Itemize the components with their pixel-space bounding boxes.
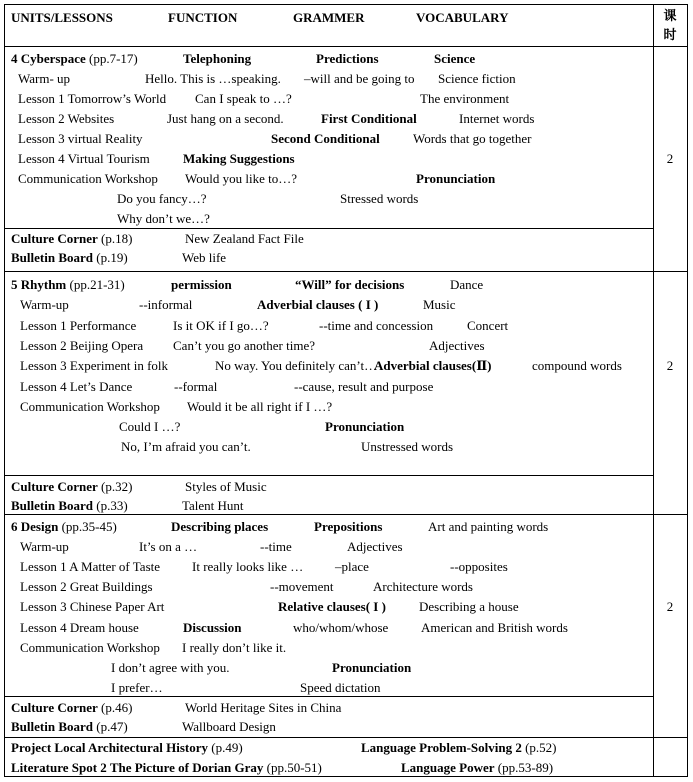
function-text: It really looks like … — [192, 559, 304, 574]
vocab-text: Adjectives — [429, 338, 485, 353]
vocab-text: Science fiction — [438, 71, 516, 86]
row-divider-unit6-culture — [4, 696, 654, 697]
culture-corner-label: Culture Corner — [11, 231, 98, 246]
header-grammer: GRAMMER — [293, 10, 365, 25]
function-text: I don’t agree with you. — [111, 660, 230, 675]
bulletin-board — [11, 250, 128, 265]
table-border-left — [4, 4, 5, 777]
table-border-bottom — [4, 776, 688, 777]
function-text: Why don’t we…? — [117, 211, 210, 226]
function-text: Would you like to…? — [185, 171, 297, 186]
unit-title-line — [11, 51, 138, 66]
vocab-heading: Art and painting words — [428, 519, 549, 534]
function-text: Can’t you go another time? — [173, 338, 316, 353]
culture-corner — [11, 231, 132, 246]
vocab-text: Adjectives — [347, 539, 403, 554]
function-heading: Making Suggestions — [183, 151, 295, 166]
vocab-text: American and British words — [421, 620, 568, 635]
language-power-label: Language Power — [401, 760, 495, 775]
pronunciation-heading: Pronunciation — [416, 171, 496, 186]
function-text: I really don’t like it. — [182, 640, 287, 655]
function-text: Can I speak to …? — [195, 91, 292, 106]
function-text: No way. You definitely can’t… — [215, 358, 378, 373]
vocab-text: Words that go together — [413, 131, 532, 146]
grammar-heading: Relative clauses( I ) — [278, 599, 386, 614]
row-divider-unit4-culture — [4, 228, 654, 229]
bulletin-board-text: Talent Hunt — [182, 498, 244, 513]
culture-corner-text: World Heritage Sites in China — [185, 700, 342, 715]
table-border-top — [4, 4, 688, 5]
language-power-pages: (pp.53-89) — [494, 760, 554, 775]
lesson-label: Communication Workshop — [20, 399, 160, 414]
culture-corner — [11, 700, 132, 715]
grammar-text: --cause, result and purpose — [294, 379, 434, 394]
grammar-heading: Adverbial clauses(Ⅱ) — [374, 358, 492, 373]
lesson-label: Lesson 3 virtual Reality — [18, 131, 143, 146]
hours-value: 2 — [666, 358, 674, 373]
function-heading: Telephoning — [183, 51, 252, 66]
vocab-text: The environment — [420, 91, 510, 106]
bulletin-board-text: Wallboard Design — [182, 719, 276, 734]
pronunciation-text: Speed dictation — [300, 680, 381, 695]
unit-title: 6 Design — [11, 519, 59, 534]
function-text: Do you fancy…? — [117, 191, 207, 206]
unit-pages: (pp.35-45) — [58, 519, 117, 534]
culture-corner — [11, 479, 132, 494]
grammar-heading: Adverbial clauses ( I ) — [257, 297, 379, 312]
bulletin-board — [11, 498, 128, 513]
language-problem-solving-label: Language Problem-Solving 2 — [361, 740, 522, 755]
language-power-entry — [401, 760, 553, 775]
lesson-label: Lesson 4 Virtual Tourism — [18, 151, 150, 166]
pronunciation-text: Unstressed words — [361, 439, 454, 454]
vocab-text: Internet words — [459, 111, 535, 126]
function-heading: permission — [171, 277, 232, 292]
unit-title-line — [11, 519, 117, 534]
literature-spot-label: Literature Spot 2 The Picture of Dorian Gray — [11, 760, 264, 775]
lesson-label: Lesson 2 Beijing Opera — [20, 338, 144, 353]
vocab-heading: Science — [434, 51, 476, 66]
project-label: Project Local Architectural History — [11, 740, 208, 755]
vocab-text: compound words — [532, 358, 622, 373]
lesson-label: Lesson 1 A Matter of Taste — [20, 559, 161, 574]
function-text: Could I …? — [119, 419, 181, 434]
bulletin-board-label: Bulletin Board — [11, 250, 93, 265]
grammar-text: who/whom/whose — [293, 620, 389, 635]
header-vocabulary: VOCABULARY — [416, 10, 509, 25]
function-text: Is it OK if I go…? — [173, 318, 269, 333]
lesson-label: Lesson 3 Chinese Paper Art — [20, 599, 165, 614]
function-text: No, I’m afraid you can’t. — [121, 439, 251, 454]
grammar-text: –will and be going to — [304, 71, 415, 86]
unit-title: 5 Rhythm — [11, 277, 67, 292]
row-divider-unit5-culture — [4, 475, 654, 476]
culture-corner-text: New Zealand Fact File — [185, 231, 304, 246]
lesson-label: Lesson 1 Performance — [20, 318, 137, 333]
unit-pages: (pp.21-31) — [66, 277, 125, 292]
lesson-label: Lesson 2 Great Buildings — [20, 579, 153, 594]
function-text: Would it be all right if I …? — [187, 399, 333, 414]
function-text: --formal — [174, 379, 218, 394]
row-divider-header — [4, 46, 688, 47]
header-units-lessons: UNITS/LESSONS — [11, 10, 113, 25]
lesson-label: Warm- up — [18, 71, 71, 86]
bulletin-board-label: Bulletin Board — [11, 719, 93, 734]
function-text: --informal — [139, 297, 193, 312]
function-heading: Discussion — [183, 620, 242, 635]
grammar-text: --movement — [270, 579, 334, 594]
lesson-label: Communication Workshop — [20, 640, 160, 655]
vocab-text: Architecture words — [373, 579, 473, 594]
grammar-text: –place — [335, 559, 369, 574]
function-text: I prefer… — [111, 680, 163, 695]
row-divider-unit5 — [4, 271, 688, 272]
lesson-label: Lesson 4 Dream house — [20, 620, 139, 635]
header-hours-char2: 时 — [663, 27, 677, 42]
function-text: It’s on a … — [139, 539, 198, 554]
literature-spot-entry — [11, 760, 322, 775]
header-function: FUNCTION — [168, 10, 238, 25]
function-heading: Describing places — [171, 519, 269, 534]
bulletin-board-label: Bulletin Board — [11, 498, 93, 513]
grammar-heading: Second Conditional — [271, 131, 380, 146]
culture-corner-text: Styles of Music — [185, 479, 267, 494]
lesson-label: Warm-up — [20, 539, 69, 554]
lesson-label: Lesson 1 Tomorrow’s World — [18, 91, 167, 106]
lesson-label: Communication Workshop — [18, 171, 158, 186]
unit-pages: (pp.7-17) — [85, 51, 138, 66]
row-divider-unit6 — [4, 514, 688, 515]
vocab-heading: Dance — [450, 277, 484, 292]
grammar-heading: Prepositions — [314, 519, 383, 534]
pronunciation-heading: Pronunciation — [325, 419, 405, 434]
bulletin-board-pages: (p.19) — [93, 250, 128, 265]
column-divider-hours — [653, 4, 654, 777]
language-problem-solving-pages: (p.52) — [521, 740, 557, 755]
bulletin-board — [11, 719, 128, 734]
vocab-text: Concert — [467, 318, 509, 333]
lesson-label: Lesson 3 Experiment in folk — [20, 358, 169, 373]
grammar-heading: “Will” for decisions — [295, 277, 405, 292]
grammar-heading: First Conditional — [321, 111, 417, 126]
literature-spot-pages: (pp.50-51) — [263, 760, 322, 775]
header-hours-char1: 课 — [663, 8, 677, 23]
culture-corner-label: Culture Corner — [11, 479, 98, 494]
grammar-text: --time — [260, 539, 292, 554]
row-divider-footer — [4, 737, 688, 738]
bulletin-board-text: Web life — [182, 250, 227, 265]
culture-corner-pages: (p.46) — [97, 700, 133, 715]
unit-title: 4 Cyberspace — [11, 51, 86, 66]
grammar-heading: Predictions — [316, 51, 379, 66]
vocab-text: --opposites — [450, 559, 508, 574]
vocab-text: Music — [423, 297, 456, 312]
unit-title-line — [11, 277, 125, 292]
language-problem-solving-entry — [361, 740, 557, 755]
hours-value: 2 — [666, 599, 674, 614]
vocab-text: Describing a house — [419, 599, 519, 614]
culture-corner-pages: (p.18) — [97, 231, 133, 246]
function-text: Hello. This is …speaking. — [145, 71, 281, 86]
table-border-right — [687, 4, 688, 777]
project-entry — [11, 740, 243, 755]
function-text: Just hang on a second. — [167, 111, 284, 126]
lesson-label: Lesson 2 Websites — [18, 111, 115, 126]
culture-corner-label: Culture Corner — [11, 700, 98, 715]
bulletin-board-pages: (p.33) — [93, 498, 128, 513]
pronunciation-heading: Pronunciation — [332, 660, 412, 675]
culture-corner-pages: (p.32) — [97, 479, 133, 494]
bulletin-board-pages: (p.47) — [93, 719, 128, 734]
pronunciation-text: Stressed words — [340, 191, 419, 206]
grammar-text: --time and concession — [319, 318, 434, 333]
hours-value: 2 — [666, 151, 674, 166]
lesson-label: Warm-up — [20, 297, 69, 312]
lesson-label: Lesson 4 Let’s Dance — [20, 379, 133, 394]
project-pages: (p.49) — [208, 740, 243, 755]
